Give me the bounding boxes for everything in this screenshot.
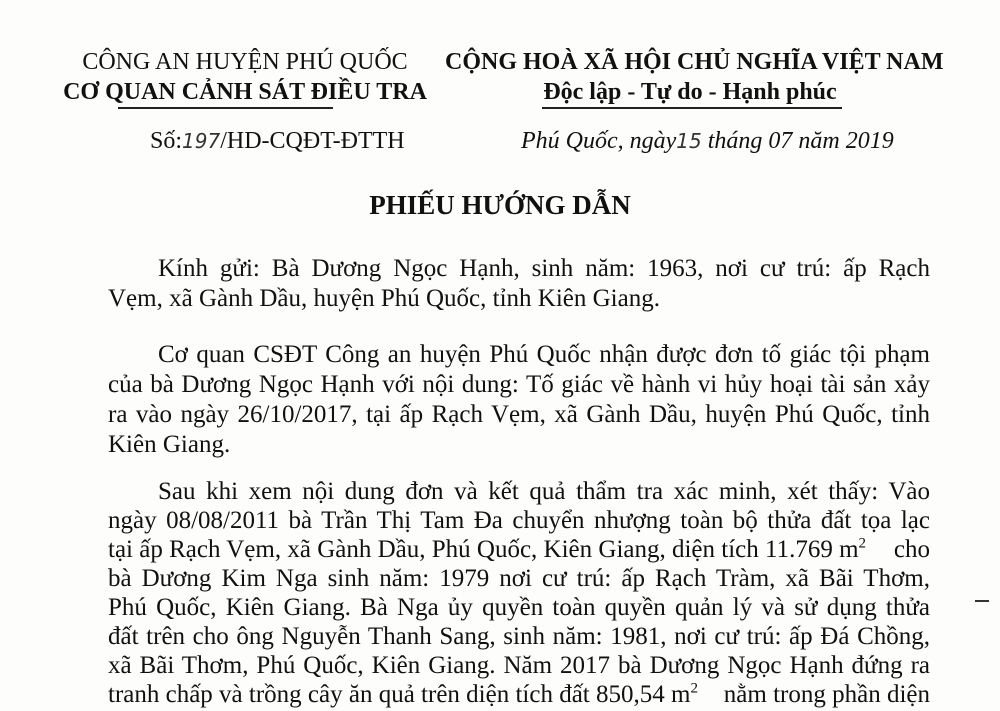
header-right-country: CỘNG HOÀ XÃ HỘI CHỦ NGHĨA VIỆT NAM <box>445 49 944 75</box>
document-number <box>150 128 405 155</box>
paragraph-line: Sau khi xem nội dung đơn và kết quả thẩm tra xác minh, xét thấy: Vào <box>158 478 930 505</box>
line-text: nằm trong phần diện <box>723 681 930 708</box>
paragraph-line: Vẹm, xã Gành Dầu, huyện Phú Quốc, tỉnh Kiên Giang. <box>108 285 660 312</box>
header-left-department: CƠ QUAN CẢNH SÁT ĐIỀU TRA <box>63 79 427 105</box>
date-prefix: Phú Quốc, ngày <box>521 128 677 154</box>
superscript: 2 <box>858 535 867 552</box>
line-text: cho <box>893 536 930 563</box>
paragraph-line: Cơ quan CSĐT Công an huyện Phú Quốc nhận được đơn tố giác tội phạm <box>158 341 930 368</box>
paragraph-line: đất trên cho ông Nguyễn Thanh Sang, sinh năm: 1981, nơi cư trú: ấp Đá Chồng, <box>108 623 930 650</box>
document-date <box>521 128 894 155</box>
header-left-agency: CÔNG AN HUYỆN PHÚ QUỐC <box>82 49 408 75</box>
paragraph-line: bà Dương Kim Nga sinh năm: 1979 nơi cư trú: ấp Rạch Tràm, xã Bãi Thơm, <box>108 565 930 592</box>
header-right-motto: Độc lập - Tự do - Hạnh phúc <box>543 79 837 105</box>
paragraph-line: Kính gửi: Bà Dương Ngọc Hạnh, sinh năm: 1963, nơi cư trú: ấp Rạch <box>158 255 930 282</box>
line-text: tại ấp Rạch Vẹm, xã Gành Dầu, Phú Quốc, Kiên Giang, diện tích 11.769 $m^2$ <box>108 535 867 563</box>
paragraph-line: Kiên Giang. <box>108 431 231 458</box>
superscript: 2 <box>690 680 698 697</box>
doc-number-prefix: Số: <box>150 128 183 154</box>
line-text: tranh chấp và trồng cây ăn quả trên diện tích đất 850,54 $m^2$ <box>108 680 698 708</box>
scan-mark <box>975 600 989 602</box>
doc-number-suffix: /HD-CQĐT-ĐTTH <box>220 128 405 154</box>
date-handwritten-day: 15 <box>676 129 702 153</box>
date-suffix: tháng 07 năm 2019 <box>707 128 894 154</box>
paragraph-line: ngày 08/08/2011 bà Trần Thị Tam Đa chuyển nhượng toàn bộ thửa đất tọa lạc <box>108 507 930 534</box>
document-title: PHIẾU HƯỚNG DẪN <box>369 190 631 220</box>
header-left-underline <box>118 107 333 109</box>
paragraph-line <box>108 535 930 564</box>
doc-number-handwritten: 197 <box>182 129 221 153</box>
paragraph-line: xã Bãi Thơm, Phú Quốc, Kiên Giang. Năm 2017 bà Dương Ngọc Hạnh đứng ra <box>108 652 930 679</box>
paragraph-line: ra vào ngày 26/10/2017, tại ấp Rạch Vẹm, xã Gành Dầu, huyện Phú Quốc, tỉnh <box>108 401 930 428</box>
paragraph-line: của bà Dương Ngọc Hạnh với nội dung: Tố giác về hành vi hủy hoại tài sản xảy <box>108 371 930 398</box>
paragraph-line: Phú Quốc, Kiên Giang. Bà Nga ủy quyền toàn quyền quản lý và sử dụng thửa <box>108 594 930 621</box>
header-right-underline <box>542 107 842 109</box>
paragraph-line <box>108 680 930 709</box>
